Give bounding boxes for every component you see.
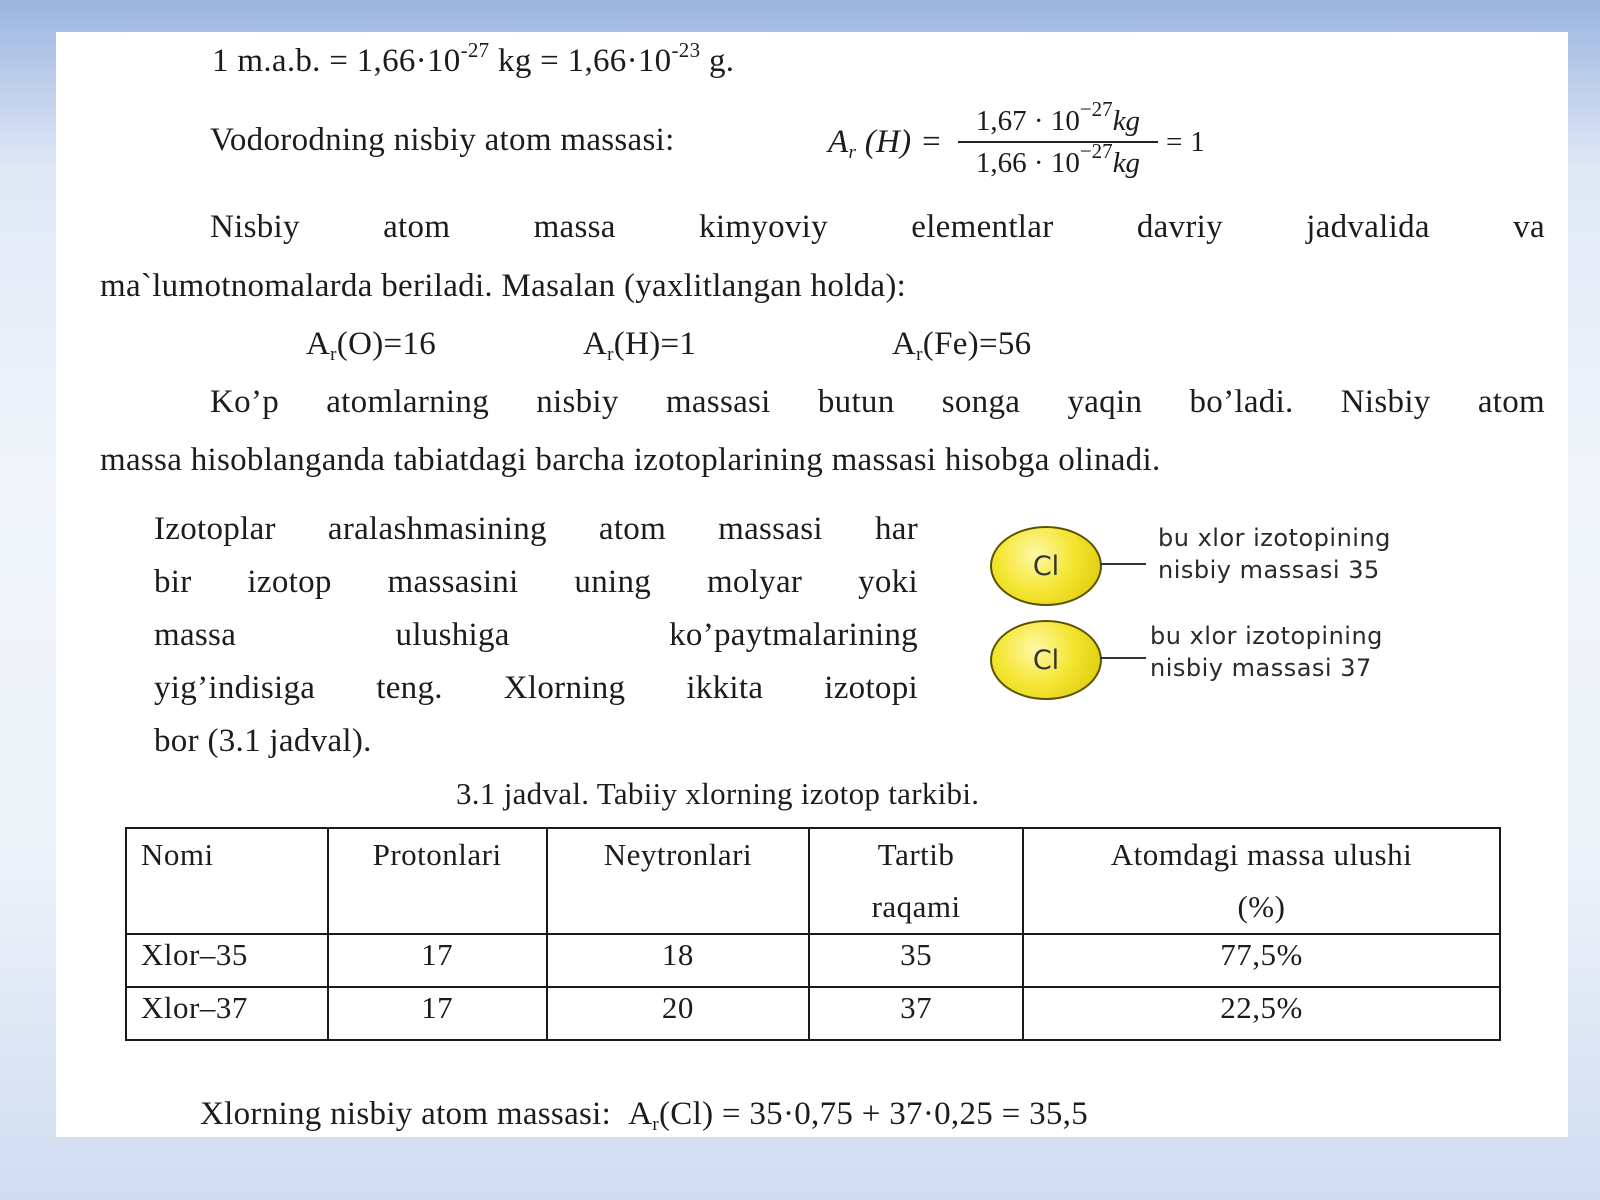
word: aralashmasining [327,511,547,547]
word: uning [574,564,652,600]
paragraph-3-line-5: bor (3.1 jadval). [154,723,372,759]
hydrogen-result: = 1 [1166,126,1206,158]
word: atom [383,209,451,245]
word: butun [817,384,895,420]
fraction-denominator: $1,66 \cdot 10^{-27}kg$ [975,139,1141,179]
header-mass-number: Tartib raqami [809,828,1023,934]
table-row [126,934,1500,987]
hydrogen-label: Vodorodning nisbiy atom massasi: [210,122,675,158]
word: nisbiy [536,384,619,420]
header-name: Nomi [126,828,328,934]
word: molyar [706,564,803,600]
example-iron: $A_r(Fe)=56$ [892,326,1032,365]
example-oxygen: $A_r(O)=16$ [306,326,437,365]
word: Nisbiy [210,209,300,245]
word: elementlar [911,209,1054,245]
paragraph-3-line-3 [154,615,918,655]
fraction-numerator: $1,67 \cdot 10^{-27}kg$ [975,97,1141,137]
connector-line [1100,563,1146,565]
word: davriy [1136,209,1223,245]
word: ikkita [686,670,764,706]
cell-name: Xlor–35 [126,934,328,987]
cell-mass-number: 35 [809,934,1023,987]
word: Izotoplar [154,511,276,547]
hydrogen-lhs: $A_r$ (H) = [828,124,943,163]
word: ulushiga [395,617,510,653]
word: Nisbiy [1340,384,1431,420]
paragraph-2-line-2: massa hisoblanganda tabiatdagi barcha izotoplarining massasi hisobga olinadi. [100,442,1161,478]
cell-mass-number: 37 [809,987,1023,1040]
cell-neutrons: 18 [547,934,810,987]
chlorine-37-atom: Cl [990,620,1102,700]
chlorine-37-label: bu xlor izotopining nisbiy massasi 37 [1150,622,1383,682]
chlorine-35-label: bu xlor izotopining nisbiy massasi 35 [1158,524,1391,584]
word: massasi [665,384,771,420]
hydrogen-fraction [958,97,1158,180]
paragraph-1-line-1 [210,207,1545,247]
word: Xlorning [503,670,626,706]
word: va [1513,209,1545,245]
paragraph-3-line-4 [154,668,918,708]
word: teng. [376,670,443,706]
word: Ko’p [210,384,280,420]
amu-definition: 1 m.a.b. = $1,66\cdot 10^{-27}$ kg = $1,66\cdot 10^{-23}$ g. [212,38,735,79]
cell-mass-fraction: 77,5% [1023,934,1500,987]
paragraph-2-line-1 [210,382,1545,422]
cell-neutrons: 20 [547,987,810,1040]
isotope-table [125,827,1501,1041]
word: jadvalida [1306,209,1430,245]
connector-line [1100,657,1146,659]
cell-protons: 17 [328,934,547,987]
word: massa [533,209,616,245]
table-row [126,987,1500,1040]
word: atom [1477,384,1545,420]
cell-name: Xlor–37 [126,987,328,1040]
word: massasi [718,511,823,547]
chlorine-mass-formula: Xlorning nisbiy atom massasi: $A_r(Cl) = 35\cdot 0,75 + 37\cdot 0,25 = 35,5$ [200,1096,1089,1135]
word: har [874,511,918,547]
word: yaqin [1067,384,1143,420]
word: massasini [387,564,519,600]
paragraph-3-line-1 [154,509,918,549]
chlorine-35-atom: Cl [990,526,1102,606]
word: bo’ladi. [1189,384,1294,420]
table-header-row [126,828,1500,934]
word: songa [941,384,1021,420]
word: kimyoviy [699,209,828,245]
cell-protons: 17 [328,987,547,1040]
header-mass-fraction: Atomdagi massa ulushi (%) [1023,828,1500,934]
fraction-bar [958,141,1158,143]
paragraph-1-line-2: ma`lumotnomalarda beriladi. Masalan (yaxlitlangan holda): [100,268,907,304]
header-neutrons: Neytronlari [547,828,810,934]
word: ko’paytmalarining [669,617,918,653]
cell-mass-fraction: 22,5% [1023,987,1500,1040]
word: massa [154,617,237,653]
word: bir [154,564,192,600]
header-protons: Protonlari [328,828,547,934]
word: izotop [247,564,332,600]
table-caption: 3.1 jadval. Tabiiy xlorning izotop tarkibi. [456,776,980,811]
word: yoki [858,564,918,600]
word: yig’indisiga [154,670,316,706]
paragraph-3-line-2 [154,562,918,602]
word: atomlarning [326,384,489,420]
word: atom [598,511,667,547]
word: izotopi [824,670,918,706]
example-hydrogen: $A_r(H)=1$ [583,326,697,365]
